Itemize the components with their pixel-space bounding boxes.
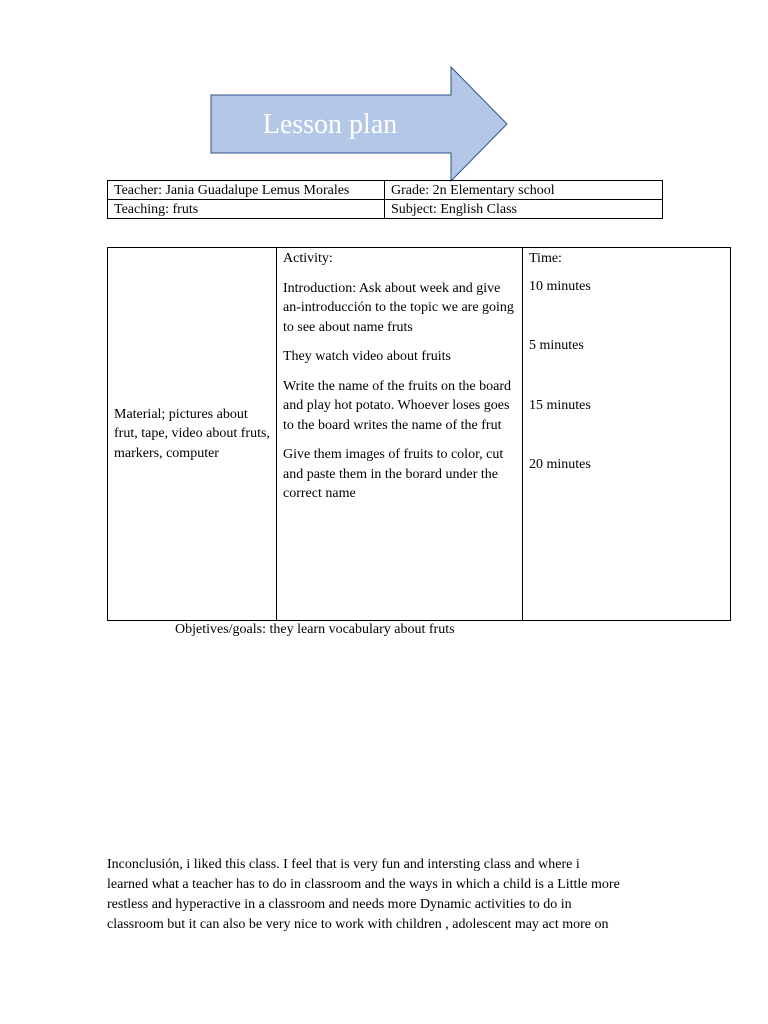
time-entry: 5 minutes [529,338,584,353]
time-header: Time: [529,251,562,266]
material-cell [108,248,277,621]
conclusion-line: Inconclusión, i liked this class. I feel that is very fun and intersting class and where i [107,857,580,872]
activity-item: They watch video about fruits [283,349,451,364]
conclusion-line: classroom but it can also be very nice to work with children , adolescent may act more on [107,917,609,932]
subject-cell: Subject: English Class [385,200,663,219]
time-cell [523,248,731,621]
conclusion-line: learned what a teacher has to do in classroom and the ways in which a child is a Little more [107,877,620,892]
teacher-cell: Teacher: Jania Guadalupe Lemus Morales [108,181,385,200]
grade-cell: Grade: 2n Elementary school [385,181,663,200]
activity-item: Introduction: Ask about week and give an-introducción to the topic we are going to see about name fruts [283,280,514,335]
lesson-plan-title: Lesson plan [262,109,398,140]
activity-cell [277,248,523,621]
activity-header: Activity: [283,251,333,266]
time-entry: 15 minutes [529,398,591,413]
teaching-cell: Teaching: fruts [108,200,385,219]
conclusion-paragraph [107,855,687,935]
objectives-text: Objetives/goals: they learn vocabulary about fruts [175,622,455,637]
time-entry: 10 minutes [529,279,591,294]
plan-table [107,247,731,621]
conclusion-line: restless and hyperactive in a classroom and needs more Dynamic activities to do in [107,897,572,912]
time-entry: 20 minutes [529,457,591,472]
material-text: Material; pictures about frut, tape, video about fruts, markers, computer [114,406,270,461]
info-table [107,180,663,219]
activity-item: Give them images of fruits to color, cut and paste them in the borard under the correct name [283,447,504,501]
activity-item: Write the name of the fruits on the board and play hot potato. Whoever loses goes to the board writes the name of the frut [283,378,512,433]
